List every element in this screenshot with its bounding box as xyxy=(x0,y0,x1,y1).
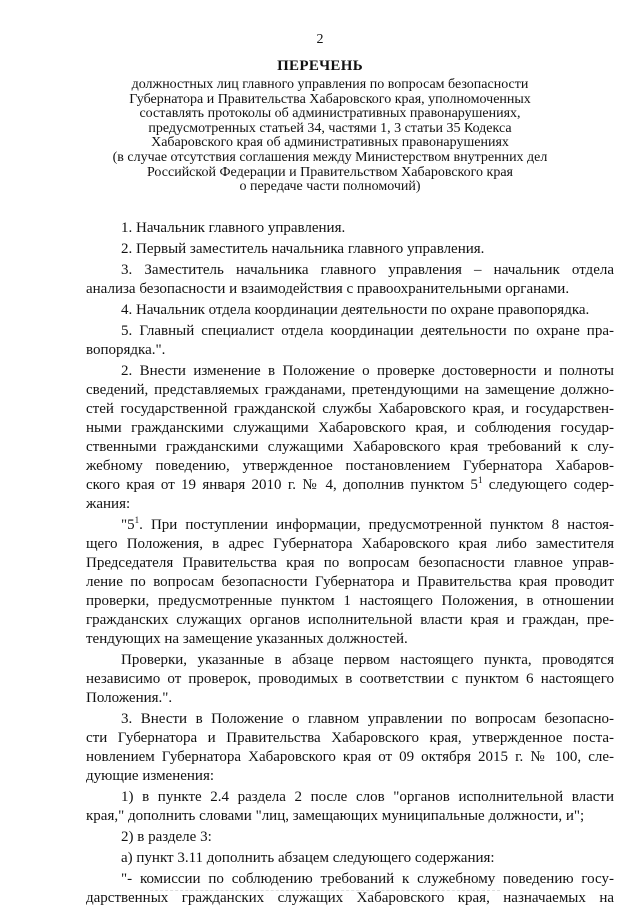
list-item: 3. Заместитель начальника главного управления – начальник отдела анализа безопасности и взаимодействия с правоохранительными органами. xyxy=(86,262,614,297)
list-item: 5. Главный специалист отдела координации деятельности по охране пра- вопорядка.". xyxy=(86,323,614,358)
scan-fold-line xyxy=(150,890,500,892)
document-title: ПЕРЕЧЕНЬ xyxy=(277,58,363,74)
subtitle-line: Хабаровского края об административных правонарушениях xyxy=(151,135,509,151)
quote-paragraph: Проверки, указанные в абзаце первом настоящего пункта, проводятся независимо от проверок, проводимых в соответствии с пунктом 6 настоящего Положения.". xyxy=(86,652,614,706)
subtitle-line: о передаче части полномочий) xyxy=(239,179,421,195)
subtitle-line: Губернатора и Правительства Хабаровского края, уполномоченных xyxy=(129,91,531,107)
list-item: 2. Первый заместитель начальника главного управления. xyxy=(121,241,485,257)
section-3-subitem: а) пункт 3.11 дополнить абзацем следующего содержания: xyxy=(121,850,495,866)
subtitle-line: Российской Федерации и Правительством Хабаровского края xyxy=(146,164,514,180)
subtitle-line: составлять протоколы об административных правонарушениях, xyxy=(139,106,521,122)
section-3-subitem: 2) в разделе 3: xyxy=(121,829,212,845)
subtitle-line: (в случае отсутствия соглашения между Министерством внутренних дел xyxy=(112,149,548,165)
quote-paragraph: "$5^1$. При поступлении информации, предусмотренной пунктом 8 настоя- щего Положения, в адрес Губернатора Хабаровского края либо заместителя Председателя Правительства края по вопросам безопасности главное управ- ление по вопросам безопасности Губернатора и Правительства края проводит проверки, предусмотренные пунктом 1 настоящего Положения, в отношении гражданских служащих органов исполнительной власти края и граждан, пре- тендующих на замещение указанных должностей. xyxy=(86,515,614,647)
section-3-quote: "- комиссии по соблюдению требований к служебному поведению госу- дарственных гражданских служащих Хабаровского края, назначаемых на xyxy=(86,871,614,906)
document-body xyxy=(86,219,614,910)
page-number: 2 xyxy=(316,32,324,47)
section-3-subitem: 1) в пункте 2.4 раздела 2 после слов "органов исполнительной власти края," дополнить словами "лиц, замещающих муниципальные должности, и"; xyxy=(86,789,614,824)
subtitle-line: должностных лиц главного управления по вопросам безопасности xyxy=(131,77,529,92)
subtitle-line: предусмотренных статьей 34, частями 1, 3 статьи 35 Кодекса xyxy=(148,120,512,136)
section-3-paragraph: 3. Внести в Положение о главном управлении по вопросам безопасно- сти Губернатора и Правительства Хабаровского края, утвержденное поста- новлением Губернатора Хабаровского края от 09 октября 2015 г. № 100, сле- дующие изменения: xyxy=(86,711,614,784)
list-item: 1. Начальник главного управления. xyxy=(121,220,346,236)
document-subtitle xyxy=(90,78,570,195)
list-item: 4. Начальник отдела координации деятельности по охране правопорядка. xyxy=(121,302,590,318)
section-2-paragraph: 2. Внести изменение в Положение о проверке достоверности и полноты сведений, представляемых гражданами, претендующими на замещение должно- стей государственной гражданской службы Хабаровского края, и государствен- ными гражданскими служащими Хабаровского края, и соблюдения государ- ственными гражданскими служащими Хабаровского края требований к слу- жебному поведению, утвержденное постановлением Губернатора Хабаров- ского края от 19 января 2010 г. № 4, дополнив пунктом $5^1$ следующего содер- жания: xyxy=(86,363,614,512)
